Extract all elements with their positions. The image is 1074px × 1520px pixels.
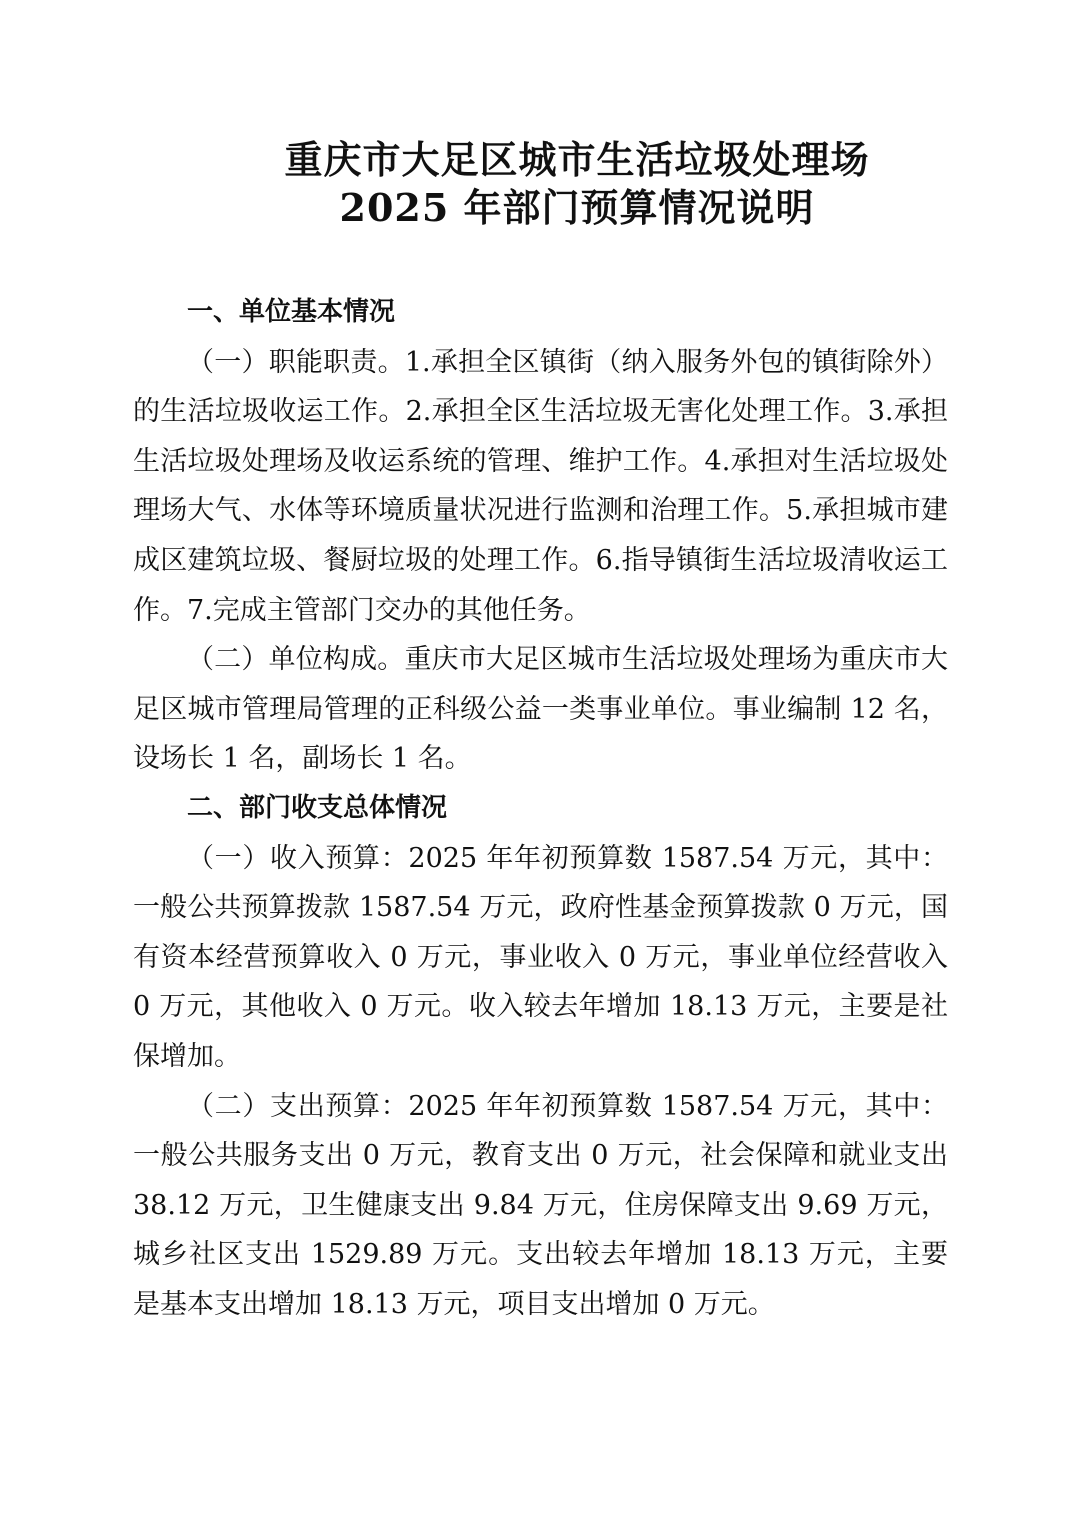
title-line-2: 2025 年部门预算情况说明 — [339, 185, 815, 230]
document-body — [133, 288, 948, 1329]
paragraph-functions: （一）职能职责。1.承担全区镇街（纳入服务外包的镇街除外）的生活垃圾收运工作。2.承担全区生活垃圾无害化处理工作。3.承担生活垃圾处理场及收运系统的管理、维护工作。4.承担对生活垃圾处理场大气、水体等环境质量状况进行监测和治理工作。5.承担城市建成区建筑垃圾、餐厨垃圾的处理工作。6.指导镇街生活垃圾清收运工作。7.完成主管部门交办的其他任务。 — [133, 346, 948, 626]
document-title — [0, 136, 1074, 232]
paragraph-composition: （二）单位构成。重庆市大足区城市生活垃圾处理场为重庆市大足区城市管理局管理的正科级公益一类事业单位。事业编制 12 名，设场长 1 名，副场长 1 名。 — [133, 644, 948, 775]
paragraph-expense-budget: （二）支出预算：2025 年年初预算数 1587.54 万元，其中：一般公共服务支出 0 万元，教育支出 0 万元，社会保障和就业支出 38.12 万元，卫生健康支出 9.84 万元，住房保障支出 9.69 万元，城乡社区支出 1529.89 万元。支出较去年增加 18.13 万元，主要是基本支出增加 18.13 万元，项目支出增加 0 万元。 — [133, 1090, 948, 1320]
section-heading-basic-info: 一、单位基本情况 — [187, 297, 396, 327]
title-line-1: 重庆市大足区城市生活垃圾处理场 — [284, 137, 870, 182]
paragraph-income-budget: （一）收入预算：2025 年年初预算数 1587.54 万元，其中：一般公共预算拨款 1587.54 万元，政府性基金预算拨款 0 万元，国有资本经营预算收入 0 万元，事业收入 0 万元，事业单位经营收入 0 万元，其他收入 0 万元。收入较去年增加 18.13 万元，主要是社保增加。 — [133, 842, 948, 1072]
section-heading-budget-overview: 二、部门收支总体情况 — [187, 792, 448, 823]
